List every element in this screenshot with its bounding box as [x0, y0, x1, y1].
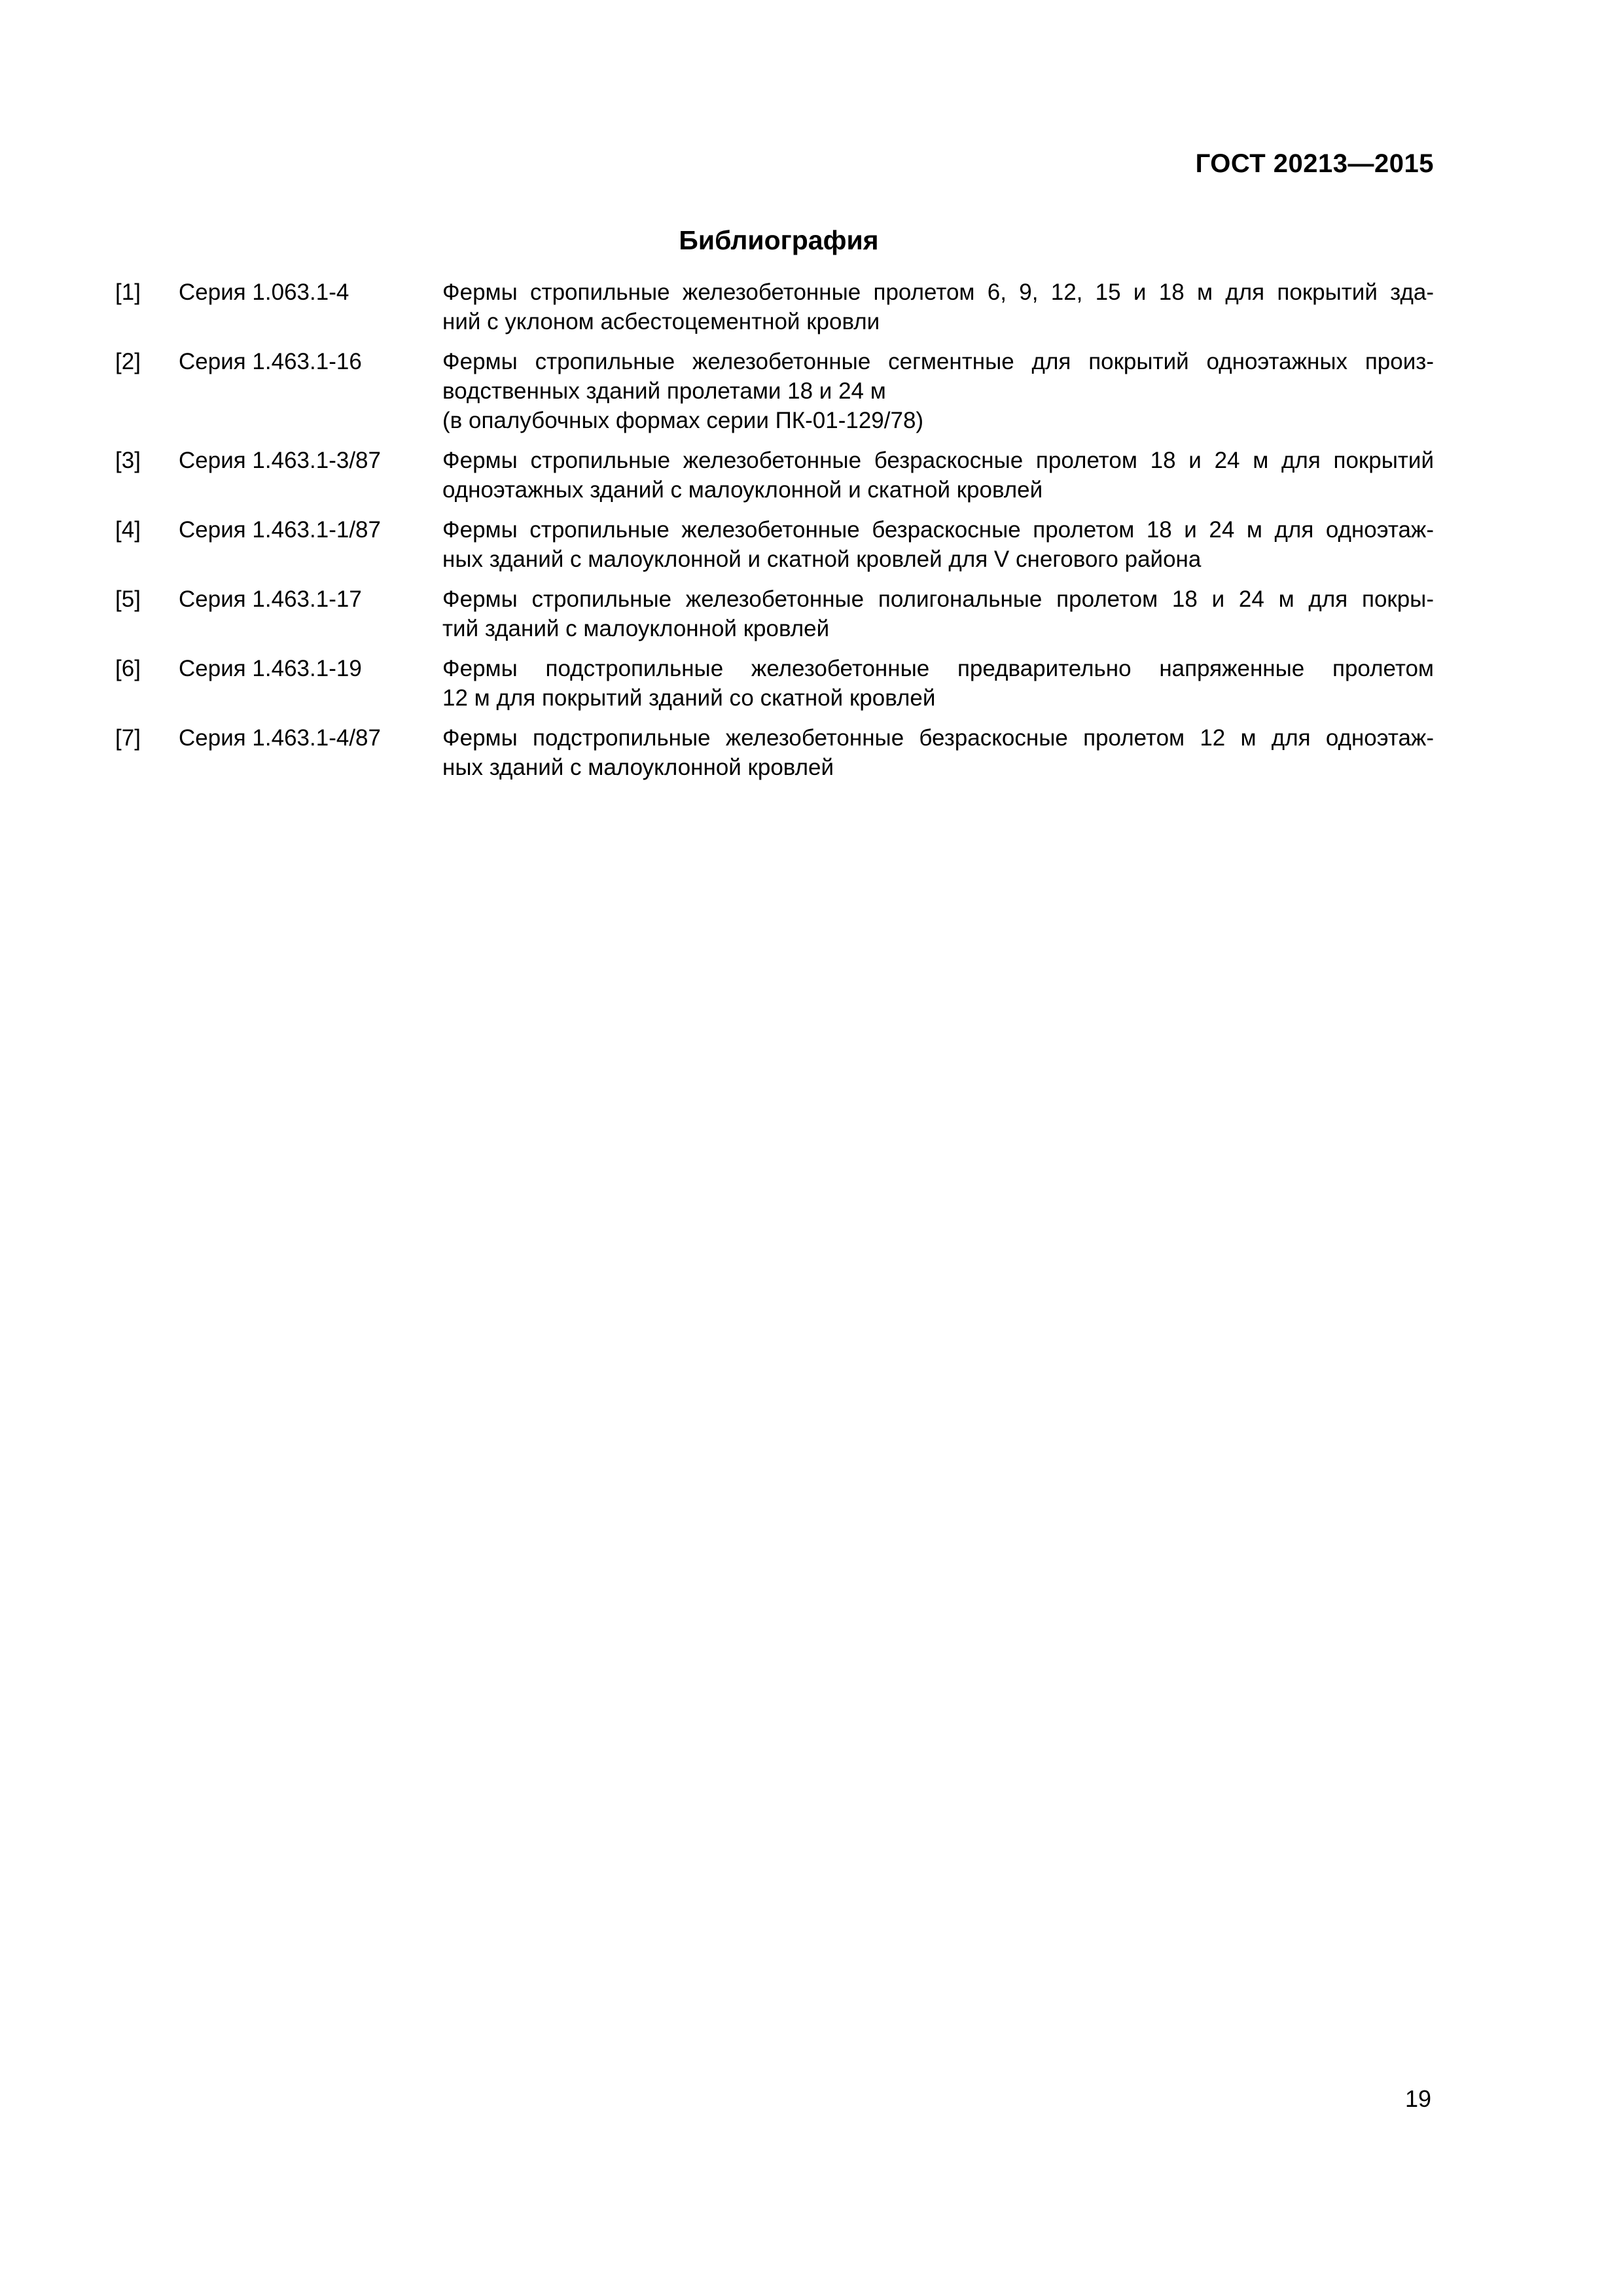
- entry-number: [4]: [115, 517, 141, 543]
- entry-series: Серия 1.463.1-16: [179, 349, 362, 374]
- description-line: водственных зданий пролетами 18 и 24 м: [442, 378, 886, 404]
- bibliography-entry: [115, 515, 1434, 574]
- entry-description: [442, 584, 1434, 643]
- bibliography-entry: [115, 278, 1434, 336]
- description-line: Фермы подстропильные железобетонные предварительно напряженные пролетом: [442, 656, 1434, 681]
- entry-number: [5]: [115, 586, 141, 612]
- section-title: Библиография: [679, 225, 879, 255]
- document-code: ГОСТ 20213—2015: [1195, 149, 1434, 178]
- description-line: ных зданий с малоуклонной кровлей: [442, 755, 834, 780]
- bibliography-entry: [115, 446, 1434, 505]
- entry-number: [6]: [115, 656, 141, 681]
- bibliography-entry: [115, 654, 1434, 713]
- description-line: Фермы стропильные железобетонные пролетом 6, 9, 12, 15 и 18 м для покрытий зда-: [442, 279, 1434, 305]
- entry-number: [1]: [115, 279, 141, 305]
- description-line: Фермы подстропильные железобетонные безраскосные пролетом 12 м для одноэтаж-: [442, 725, 1434, 751]
- entry-number: [7]: [115, 725, 141, 751]
- entry-number: [3]: [115, 448, 141, 473]
- description-line: 12 м для покрытий зданий со скатной кровлей: [442, 685, 936, 711]
- entry-series: Серия 1.463.1-19: [179, 656, 362, 681]
- entry-number: [2]: [115, 349, 141, 374]
- entry-description: [442, 723, 1434, 782]
- description-line: Фермы стропильные железобетонные безраскосные пролетом 18 и 24 м для одноэтаж-: [442, 517, 1434, 543]
- entry-series: Серия 1.463.1-1/87: [179, 517, 381, 543]
- bibliography-entry: [115, 584, 1434, 643]
- entry-series: Серия 1.063.1-4: [179, 279, 349, 305]
- bibliography-entry: [115, 723, 1434, 782]
- description-line: Фермы стропильные железобетонные полигональные пролетом 18 и 24 м для покры-: [442, 586, 1434, 612]
- entry-series: Серия 1.463.1-3/87: [179, 448, 381, 473]
- bibliography-list: [115, 278, 1434, 793]
- entry-description: [442, 515, 1434, 574]
- description-line: тий зданий с малоуклонной кровлей: [442, 616, 830, 641]
- page-number: 19: [1404, 2085, 1431, 2112]
- description-line: ний с уклоном асбестоцементной кровли: [442, 309, 880, 334]
- description-line: ных зданий с малоуклонной и скатной кровлей для V снегового района: [442, 547, 1202, 572]
- entry-description: [442, 347, 1434, 435]
- entry-series: Серия 1.463.1-4/87: [179, 725, 381, 751]
- description-line: Фермы стропильные железобетонные безраскосные пролетом 18 и 24 м для покрытий: [442, 448, 1434, 473]
- description-line: (в опалубочных формах серии ПК-01-129/78): [442, 408, 924, 433]
- entry-description: [442, 654, 1434, 713]
- description-line: Фермы стропильные железобетонные сегментные для покрытий одноэтажных произ-: [442, 349, 1434, 374]
- entry-series: Серия 1.463.1-17: [179, 586, 362, 612]
- description-line: одноэтажных зданий с малоуклонной и скатной кровлей: [442, 477, 1043, 503]
- bibliography-entry: [115, 347, 1434, 435]
- entry-description: [442, 446, 1434, 505]
- entry-description: [442, 278, 1434, 336]
